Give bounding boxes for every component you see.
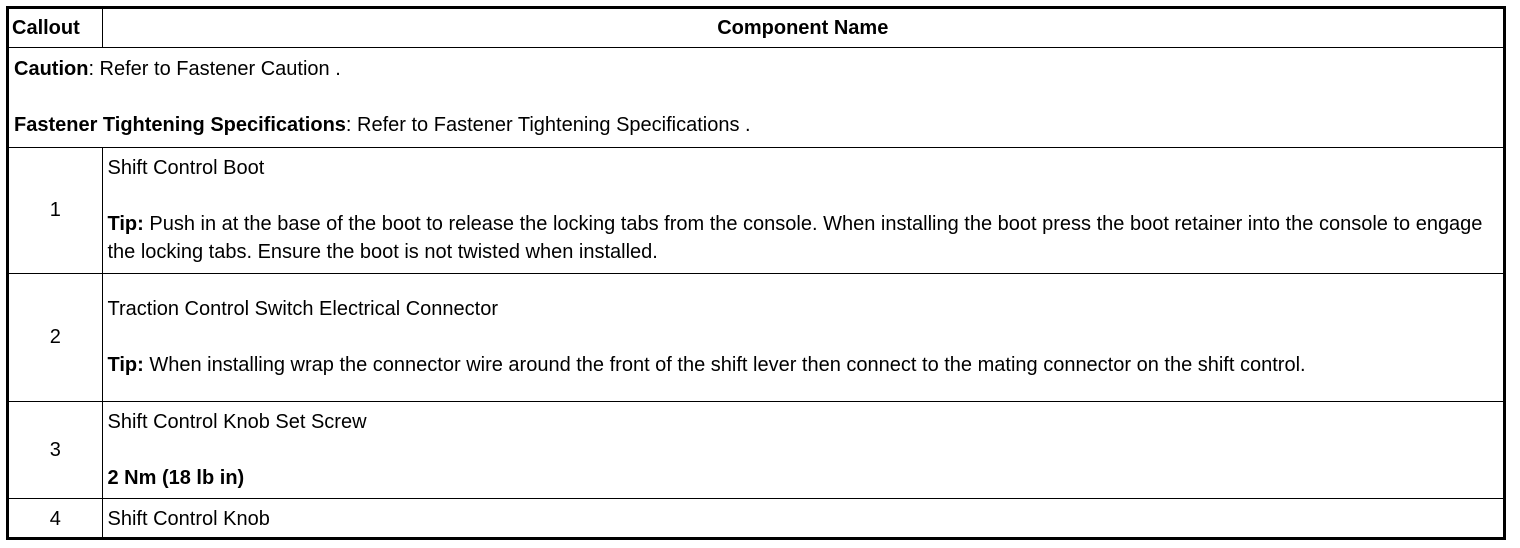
component-name: Traction Control Switch Electrical Connector <box>107 298 499 320</box>
torque-value: 2 Nm (18 lb in) <box>107 466 245 489</box>
table-row <box>9 498 1503 539</box>
table-row <box>9 401 1503 498</box>
tip-label: Tip: <box>107 354 144 376</box>
component-cell <box>102 401 1503 498</box>
table-row <box>9 147 1503 273</box>
component-cell <box>102 498 1503 539</box>
component-name-column-header: Component Name <box>102 9 1503 47</box>
component-tip <box>108 210 1499 266</box>
callout-number: 2 <box>9 273 102 401</box>
tip-label: Tip: <box>107 213 144 235</box>
component-table-frame <box>6 6 1506 540</box>
fastener-spec-note <box>14 111 1498 139</box>
caution-note <box>14 55 1498 83</box>
callout-number: 4 <box>9 498 102 539</box>
caution-label: Caution <box>14 58 89 80</box>
table-header-row <box>9 9 1503 47</box>
component-name: Shift Control Knob Set Screw <box>107 410 367 433</box>
table-row <box>9 273 1503 401</box>
component-cell <box>102 273 1503 401</box>
notes-row <box>9 47 1503 147</box>
tip-text: When installing wrap the connector wire around the front of the shift lever then connect to the mating connector on the shift control. <box>143 354 1306 376</box>
callout-number: 3 <box>9 401 102 498</box>
callout-number: 1 <box>9 147 102 273</box>
fastener-spec-label: Fastener Tightening Specifications <box>14 114 346 136</box>
component-name: Shift Control Knob <box>107 507 270 530</box>
component-name: Shift Control Boot <box>107 157 265 179</box>
caution-text: : Refer to Fastener Caution . <box>88 58 341 80</box>
component-cell <box>102 147 1503 273</box>
tip-text: Push in at the base of the boot to release the locking tabs from the console. When installing the boot press the boot retainer into the console to engage the locking tabs. Ensure the boot is not twisted when installed. <box>107 213 1483 263</box>
torque-spec <box>108 464 1499 492</box>
component-table <box>9 9 1503 539</box>
fastener-spec-text: : Refer to Fastener Tightening Specifications . <box>345 114 751 136</box>
component-tip <box>108 351 1499 379</box>
callout-column-header: Callout <box>9 9 102 47</box>
notes-cell <box>9 47 1503 147</box>
